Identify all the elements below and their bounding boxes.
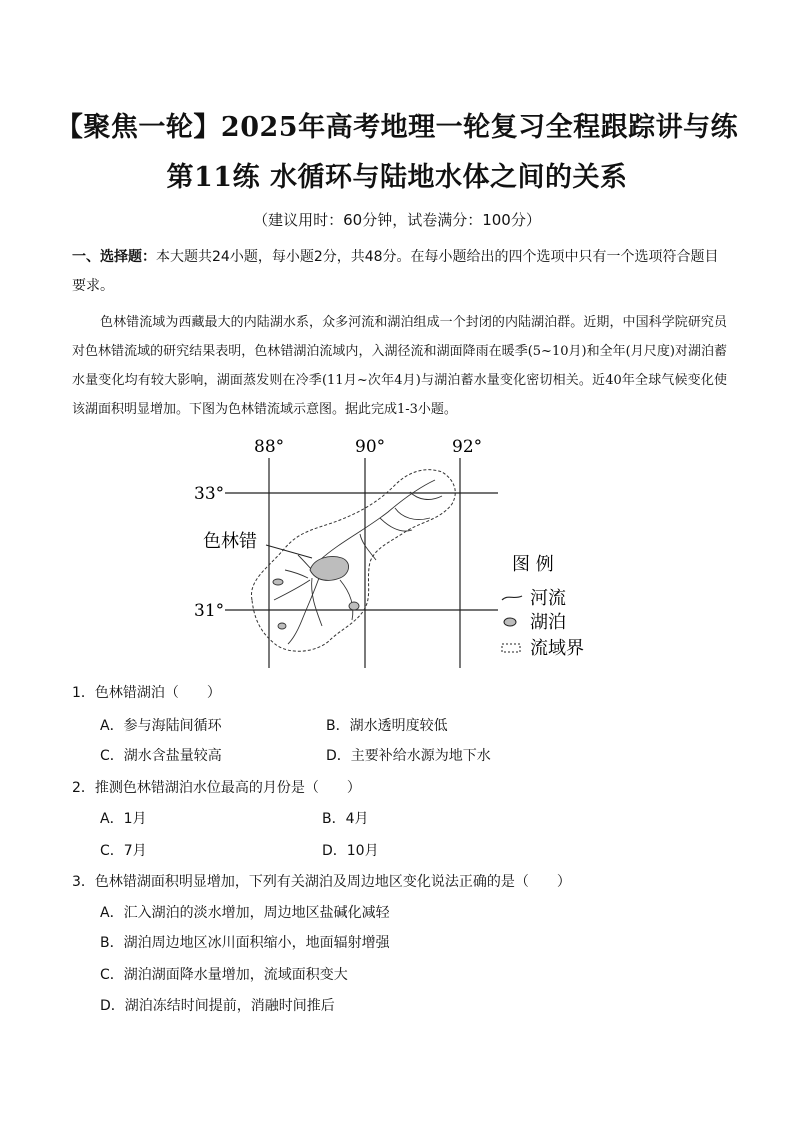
lon-label-90: 90° <box>355 437 386 457</box>
lake-legend-icon <box>504 618 516 626</box>
question-2-option-b[interactable]: B．4月 <box>322 811 369 827</box>
question-3-stem: 3．色林错湖面积明显增加，下列有关湖泊及周边地区变化说法正确的是（ ） <box>72 874 571 890</box>
graticule <box>225 458 498 668</box>
lat-label-33: 33° <box>194 484 225 504</box>
question-2-stem: 2．推测色林错湖泊水位最高的月份是（ ） <box>72 780 361 796</box>
section-heading: 一、选择题： <box>72 249 156 265</box>
small-lake-1 <box>273 579 283 585</box>
river-west-2 <box>285 570 308 578</box>
lake-leader-line <box>266 545 312 558</box>
lakes <box>273 557 359 630</box>
question-1-option-b[interactable]: B．湖水透明度较低 <box>326 718 448 734</box>
boundary-legend-icon <box>502 644 520 652</box>
section-instructions <box>72 243 727 301</box>
legend-river: 河流 <box>530 588 566 609</box>
river-branch-4 <box>360 534 376 560</box>
question-1-option-a[interactable]: A．参与海陆间循环 <box>100 718 222 734</box>
map-legend <box>502 554 584 659</box>
legend-lake: 湖泊 <box>530 612 566 633</box>
river-legend-icon <box>502 596 522 600</box>
selinco-lake <box>310 557 349 581</box>
selinco-basin-map <box>190 430 610 670</box>
river-main <box>320 480 435 560</box>
reading-passage <box>72 308 727 424</box>
river-branch-2 <box>380 518 412 531</box>
exam-info: （建议用时：60分钟，试卷满分：100分） <box>253 211 541 229</box>
small-lake-2 <box>349 602 359 610</box>
lat-label-31: 31° <box>194 601 225 621</box>
lon-label-88: 88° <box>254 437 285 457</box>
question-3-option-a[interactable]: A．汇入湖泊的淡水增加，周边地区盐碱化减轻 <box>100 905 390 921</box>
river-branch-1 <box>395 508 430 520</box>
question-3-option-b[interactable]: B．湖泊周边地区冰川面积缩小，地面辐射增强 <box>100 935 390 951</box>
question-3-option-d[interactable]: D．湖泊冻结时间提前，消融时间推后 <box>100 998 335 1014</box>
exercise-title: 第11练 水循环与陆地水体之间的关系 <box>166 162 628 193</box>
lon-label-92: 92° <box>452 437 483 457</box>
question-1-stem: 1．色林错湖泊（ ） <box>72 685 221 701</box>
question-1-option-c[interactable]: C．湖水含盐量较高 <box>100 748 222 764</box>
legend-boundary: 流域界 <box>530 638 584 659</box>
river-south-3 <box>312 578 322 626</box>
question-2-option-c[interactable]: C．7月 <box>100 843 147 859</box>
passage-text: 色林错流域为西藏最大的内陆湖水系，众多河流和湖泊组成一个封闭的内陆湖泊群。近期，中国科学院研究员对色林错流域的研究结果表明，色林错湖泊流域内，入湖径流和湖面降雨在暖季(5~10月)和全年(月尺度)对湖泊蓄水量变化均有较大影响，湖面蒸发则在冷季(11月~次年4月)与湖泊蓄水量变化密切相关。近40年全球气候变化使该湖面积明显增加。下图为色林错流域示意图。据此完成1-3小题。 <box>72 315 727 417</box>
small-lake-3 <box>278 623 286 629</box>
question-2-option-a[interactable]: A．1月 <box>100 811 147 827</box>
lake-label: 色林错 <box>203 531 257 552</box>
question-1-option-d[interactable]: D．主要补给水源为地下水 <box>326 748 491 764</box>
question-3-option-c[interactable]: C．湖泊湖面降水量增加，流域面积变大 <box>100 967 348 983</box>
river-south-4 <box>340 580 353 620</box>
section-text: 本大题共24小题，每小题2分，共48分。在每小题给出的四个选项中只有一个选项符合题目要求。 <box>72 249 719 294</box>
question-2-option-d[interactable]: D．10月 <box>322 843 379 859</box>
legend-title: 图 例 <box>512 554 554 575</box>
document-title: 【聚焦一轮】2025年高考地理一轮复习全程跟踪讲与练 <box>55 112 739 143</box>
river-network <box>274 480 442 644</box>
